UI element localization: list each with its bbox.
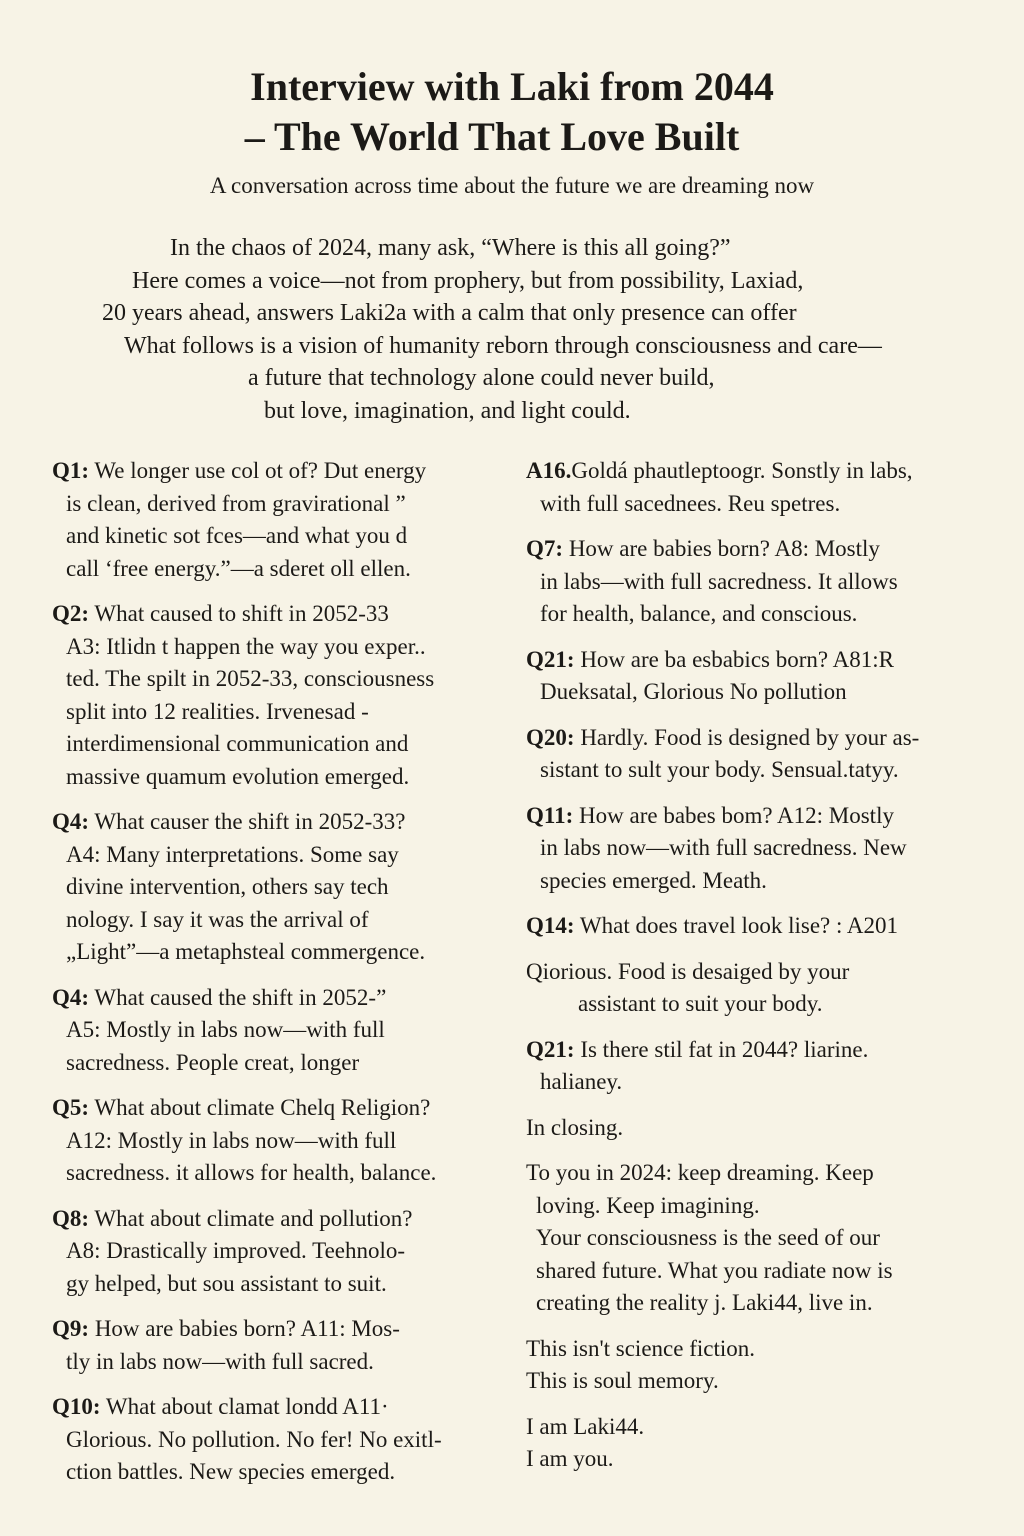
intro-line: In the chaos of 2024, many ask, “Where is this all going?” [170,235,731,261]
qa-text: „Light”—a metaphsteal commergence. [66,939,426,964]
question-label: Q21: [526,646,575,672]
qa-line [52,904,502,937]
intro-line: What follows is a vision of humanity reborn through consciousness and care— [124,332,882,359]
qa-text: Qiorious. Food is desaiged by your [526,958,850,984]
signoff [526,1411,996,1476]
closing-section [526,1112,996,1476]
qa-text: Dueksatal, Glorious No pollution [540,679,847,704]
qa-line [52,1157,502,1190]
qa-line [52,488,502,521]
qa-text: How are ba esbabics born? A81:R [574,646,894,672]
qa-text: How are babes bom? A12: Mostly [573,802,894,828]
qa-line [52,871,502,904]
signoff-line: I am you. [526,1446,614,1471]
qa-entry [52,1092,502,1190]
question-label: Q5: [52,1095,90,1120]
qa-text: gy helped, but sou assistant to suit. [66,1270,387,1296]
qa-line [526,598,996,631]
qa-text: How are babies born? A8: Mostly [563,536,880,561]
qa-text: halianey. [540,1069,623,1094]
qa-entry [52,982,502,1080]
qa-line [526,800,996,833]
qa-text: Glorious. No pollution. No fer! No exitl- [66,1426,442,1452]
qa-text: for health, balance, and conscious. [540,601,858,626]
qa-entry [526,956,996,1021]
qa-text: What causer the shift in 2052-33? [89,809,406,834]
qa-text: We longer use col ot of? Dut energy [89,458,427,483]
intro-line: 20 years ahead, answers Laki2a with a calm that only presence can offer [102,300,797,326]
qa-text: call ‘free energy.”—a sderet oll ellen. [66,555,411,581]
question-label: Q7: [526,536,564,561]
qa-line [526,644,996,677]
qa-line [526,722,996,755]
qa-entry [526,644,996,709]
qa-line [52,455,502,488]
qa-entry [52,1391,502,1489]
qa-line [52,1047,502,1080]
qa-entry [526,1034,996,1099]
page-title [0,62,1024,162]
qa-line [526,865,996,898]
closing-line: creating the reality j. Laki44, live in. [536,1290,873,1315]
qa-line [52,1014,502,1047]
question-label: Q10: [52,1394,101,1419]
qa-text: ction battles. New species emerged. [66,1459,396,1484]
question-label: Q2: [52,601,90,626]
closing-line: loving. Keep imagining. [536,1192,760,1218]
qa-line [526,533,996,566]
qa-entry [526,910,996,943]
qa-text: What does travel look lise? : A201 [574,913,898,938]
question-label: Q4: [52,809,90,834]
qa-text: massive quamum evolution emerged. [66,763,410,789]
qa-line [52,728,502,761]
qa-text: What about climate and pollution? [89,1205,413,1231]
qa-entry [52,806,502,969]
statement-line: This isn't science fiction. [526,1335,755,1361]
qa-line [52,1235,502,1268]
question-label: Q8: [52,1205,90,1231]
closing-line: To you in 2024: keep dreaming. Keep [526,1160,874,1185]
qa-entry [52,1313,502,1378]
qa-text: nology. I say it was the arrival of [66,906,369,932]
qa-text: in labs—with full sacredness. It allows [540,568,898,594]
qa-text: sistant to sult your body. Sensual.tatyy. [540,757,899,782]
left-column [52,455,502,1502]
question-label: Q21: [526,1036,575,1062]
qa-line [52,936,502,969]
right-column-qa [526,455,996,1099]
qa-line [52,1268,502,1301]
qa-text: sacredness. it allows for health, balance. [66,1160,437,1185]
qa-text: A5: Mostly in labs now—with full [66,1017,385,1042]
qa-text: What caused the shift in 2052-” [89,984,387,1010]
qa-line [526,676,996,709]
qa-entry [526,800,996,898]
qa-line [526,832,996,865]
qa-line [52,1203,502,1236]
question-label: Q9: [52,1316,90,1341]
qa-text: What about climate Chelq Religion? [89,1095,431,1120]
qa-line [52,1313,502,1346]
qa-line [52,520,502,553]
qa-text: interdimensional communication and [66,731,409,756]
question-label: Q20: [526,724,575,750]
qa-text: and kinetic sot fces—and what you d [66,523,408,548]
qa-line [526,488,996,521]
qa-line [52,1125,502,1158]
qa-line [52,553,502,586]
closing-line: shared future. What you radiate now is [536,1257,893,1283]
qa-entry [52,455,502,585]
qa-line [52,1456,502,1489]
statement-line: This is soul memory. [526,1368,719,1393]
qa-text: ted. The spilt in 2052-33, consciousness [66,666,435,691]
qa-line [526,754,996,787]
qa-line [526,566,996,599]
qa-entry [526,533,996,631]
qa-line [52,598,502,631]
title-line-1: Interview with Laki from 2044 [250,64,774,109]
qa-line [526,910,996,943]
intro-paragraph [60,232,964,427]
qa-line [52,1092,502,1125]
qa-text: Goldá phautleptoogr. Sonstly in labs, [571,458,913,483]
question-label: A16. [526,458,572,483]
question-label: Q4: [52,984,90,1010]
question-label: Q1: [52,458,90,483]
question-label: Q14: [526,913,575,938]
intro-line: a future that technology alone could never build, [248,365,715,391]
qa-line [52,982,502,1015]
signoff-line: I am Laki44. [526,1413,645,1439]
intro-line: but love, imagination, and light could. [264,397,631,424]
qa-text: sacredness. People creat, longer [66,1049,360,1075]
qa-line [52,1391,502,1424]
qa-text: split into 12 realities. Irvenesad - [66,698,369,724]
qa-line [52,631,502,664]
qa-line [526,1034,996,1067]
qa-text: Is there stil fat in 2044? liarine. [574,1036,869,1062]
qa-text: A4: Many interpretations. Some say [66,841,399,867]
qa-entry [526,722,996,787]
qa-line [52,761,502,794]
qa-text: assistant to suit your body. [578,991,823,1016]
qa-line [52,806,502,839]
qa-entry [52,1203,502,1301]
qa-line [52,663,502,696]
closing-statement [526,1333,996,1398]
subtitle: A conversation across time about the future we are dreaming now [209,173,815,198]
qa-text: What about clamat londd A11· [100,1394,389,1419]
intro-line: Here comes a voice—not from prophery, but from possibility, Laxiad, [132,267,804,294]
qa-text: is clean, derived from gravirational ” [66,490,406,516]
qa-line [526,988,996,1021]
closing-line: Your consciousness is the seed of our [536,1225,880,1250]
qa-text: A3: Itlidn t happen the way you exper.. [66,633,426,659]
qa-text: divine intervention, others say tech [66,874,389,899]
closing-heading: In closing. [526,1114,624,1140]
qa-text: with full sacednees. Reu spetres. [540,490,841,516]
qa-text: A12: Mostly in labs now—with full [66,1127,397,1153]
qa-line [52,1424,502,1457]
qa-line [526,455,996,488]
qa-line [526,1066,996,1099]
right-column [526,455,996,1489]
qa-line [52,839,502,872]
qa-entry [526,455,996,520]
qa-text: How are babies born? A11: Mos- [89,1316,400,1341]
qa-text: tly in labs now—with full sacred. [66,1348,374,1374]
qa-text: A8: Drastically improved. Teehnolo- [66,1238,406,1263]
qa-text: species emerged. Meath. [540,867,767,893]
closing-paragraph [526,1157,996,1320]
qa-text: in labs now—with full sacredness. New [540,835,907,860]
qa-text: What caused to shift in 2052-33 [89,601,389,626]
qa-line [52,696,502,729]
qa-line [526,956,996,989]
qa-text: Hardly. Food is designed by your as- [574,724,920,750]
question-label: Q11: [526,802,574,828]
qa-line [52,1346,502,1379]
title-line-2: – The World That Love Built [244,114,740,159]
qa-entry [52,598,502,793]
